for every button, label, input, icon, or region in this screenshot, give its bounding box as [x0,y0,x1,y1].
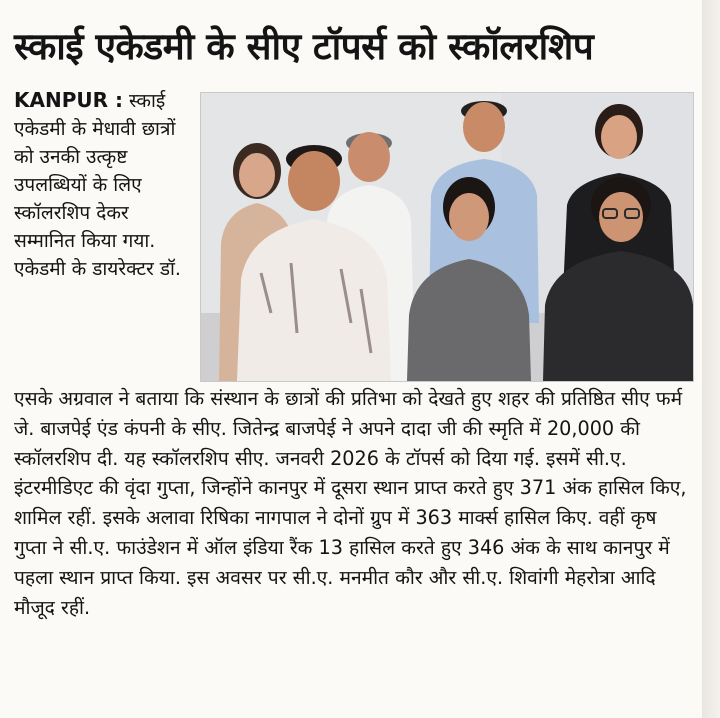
headline: स्काई एकेडमी के सीए टॉपर्स को स्कॉलरशिप [14,25,594,68]
group-photo-illustration [201,93,693,381]
body-paragraph: एसके अग्रवाल ने बताया कि संस्थान के छात्रों की प्रतिभा को देखते हुए शहर की प्रतिष्ठित सीए फर्म जे. बाजपेई एंड कंपनी के सीए. जितेन्द्र बाजपेई ने अपने दादा जी की स्मृति में 20,000 की स्कॉलरशिप दी. यह स्कॉलरशिप सीए. जनवरी 2026 के टॉपर्स को दिया गई. इसमें सी.ए. इंटरमीडिएट की वृंदा गुप्ता, जिन्होंने कानपुर में दूसरा स्थान प्राप्त करते हुए 371 अंक हासिल किए, शामिल रहीं. इसके अलावा रिषिका नागपाल ने दोनों ग्रुप में 363 मार्क्स हासिल किए. वहीं कृष गुप्ता ने सी.ए. फाउंडेशन में ऑल इंडिया रैंक 13 हासिल करते हुए 346 अंक के साथ कानपुर में पहला स्थान प्राप्त किया. इस अवसर पर सी.ए. मनमीत कौर और सी.ए. शिवांगी मेहरोत्रा आदि मौजूद रहीं. [14,387,687,619]
lead-paragraph [14,86,192,283]
lead-text: स्काई एकेडमी के मेधावी छात्रों को उनकी उत्कृष्ट उपलब्धियों के लिए स्कॉलरशिप देकर सम्मानित किया गया. एकेडमी के डायरेक्टर डॉ. [14,90,181,280]
group-photo [200,92,694,382]
dateline: KANPUR : [14,88,123,112]
page-edge [702,0,720,718]
